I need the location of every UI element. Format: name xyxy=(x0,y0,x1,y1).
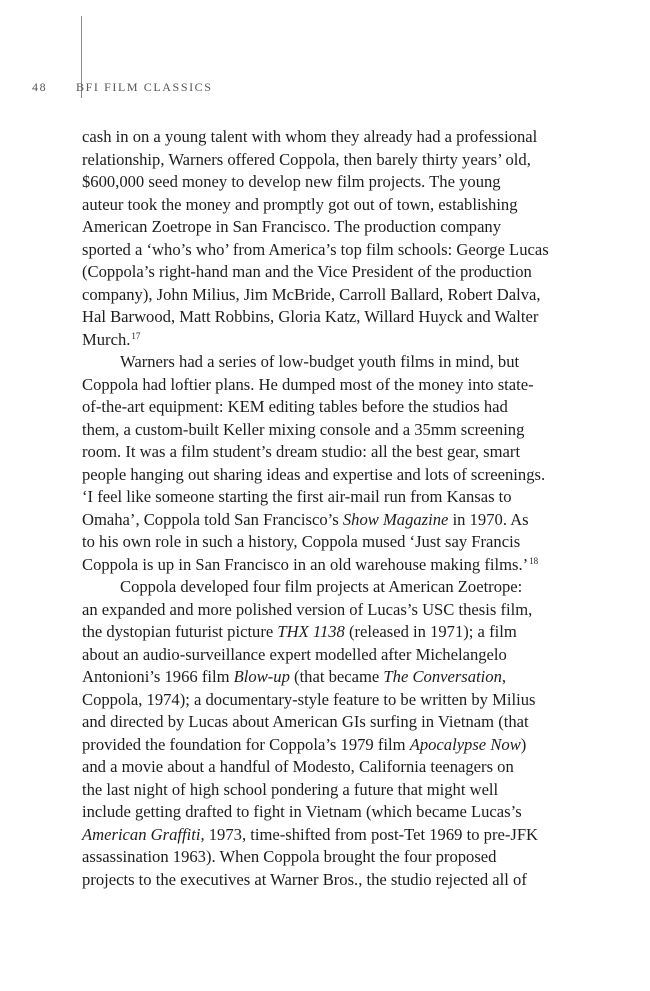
text-run: the dystopian futurist picture xyxy=(82,622,278,641)
text-run: $600,000 seed money to develop new film projects. The young xyxy=(82,172,501,191)
text-line xyxy=(82,531,582,554)
text-line xyxy=(82,261,582,284)
text-line xyxy=(82,734,582,757)
text-run: (that became xyxy=(289,667,384,686)
series-title: BFI FILM CLASSICS xyxy=(76,80,213,94)
running-head xyxy=(32,80,213,95)
text-line xyxy=(82,869,582,892)
text-run: about an audio-surveillance expert modelled after Michelangelo xyxy=(82,644,507,664)
italic-title: THX 1138 xyxy=(277,622,345,641)
text-line xyxy=(82,396,582,419)
text-line xyxy=(82,464,582,487)
text-run: them, a custom-built Keller mixing console and a 35mm screening xyxy=(82,419,525,439)
text-run: Omaha’, Coppola told San Francisco’s xyxy=(82,509,343,529)
text-line xyxy=(82,509,582,532)
text-line xyxy=(82,644,582,667)
text-line xyxy=(82,126,582,149)
text-line xyxy=(82,374,582,397)
text-run: in 1970. As xyxy=(448,509,529,529)
text-run: people hanging out sharing ideas and expertise and lots of screenings. xyxy=(82,464,546,484)
italic-title: Show Magazine xyxy=(342,509,449,529)
text-run: sported a ‘who’s who’ from America’s top film schools: George Lucas xyxy=(82,239,549,259)
text-run: company), John Milius, Jim McBride, Carroll Ballard, Robert Dalva, xyxy=(82,284,541,304)
text-line xyxy=(82,711,582,734)
text-line xyxy=(82,329,582,352)
text-line xyxy=(82,666,582,689)
text-line xyxy=(82,486,582,509)
text-line xyxy=(82,194,582,217)
text-line xyxy=(82,689,582,712)
text-line xyxy=(82,621,582,644)
text-line xyxy=(82,284,582,307)
text-run: Hal Barwood, Matt Robbins, Gloria Katz, Willard Huyck and Walter xyxy=(82,307,539,326)
text-line xyxy=(82,846,582,869)
italic-title: Blow-up xyxy=(233,667,290,686)
text-line xyxy=(82,576,582,599)
text-run: Coppola had loftier plans. He dumped most of the money into state- xyxy=(82,374,534,394)
text-run: ) xyxy=(520,734,527,754)
text-run: include getting drafted to fight in Vietnam (which became Lucas’s xyxy=(82,802,522,821)
text-run: auteur took the money and promptly got out of town, establishing xyxy=(82,194,518,214)
page-number: 48 xyxy=(32,80,48,94)
text-run: ‘I feel like someone starting the first air-mail run from Kansas to xyxy=(82,487,512,506)
text-run: an expanded and more polished version of Lucas’s USC thesis film, xyxy=(82,599,533,619)
italic-title: Apocalypse Now xyxy=(409,734,521,754)
text-run: assassination 1963). When Coppola brought the four proposed xyxy=(82,847,497,866)
text-run: cash in on a young talent with whom they already had a professional xyxy=(82,127,538,146)
text-line xyxy=(82,554,582,577)
text-run: Coppola, 1974); a documentary-style feature to be written by Milius xyxy=(82,689,536,709)
text-run: to his own role in such a history, Coppola mused ‘Just say Francis xyxy=(82,532,521,551)
text-run: projects to the executives at Warner Bros., the studio rejected all of xyxy=(82,869,527,889)
footnote-ref: 17 xyxy=(131,330,141,341)
text-run: Warners had a series of low-budget youth films in mind, but xyxy=(120,352,520,371)
text-line xyxy=(82,306,582,329)
text-line xyxy=(82,441,582,464)
italic-title: The Conversation xyxy=(383,667,502,686)
text-run: Murch. xyxy=(82,329,131,349)
text-line xyxy=(82,779,582,802)
body-text xyxy=(82,126,582,891)
text-line xyxy=(82,801,582,824)
text-run: , 1973, time-shifted from post-Tet 1969 to pre-JFK xyxy=(200,824,539,844)
text-line xyxy=(82,824,582,847)
italic-title: American Graffiti xyxy=(82,824,201,844)
text-line xyxy=(82,599,582,622)
text-run: American Zoetrope in San Francisco. The production company xyxy=(82,217,502,236)
text-line xyxy=(82,216,582,239)
text-line xyxy=(82,239,582,262)
text-run: (Coppola’s right-hand man and the Vice President of the production xyxy=(82,262,532,281)
text-run: and directed by Lucas about American GIs surfing in Vietnam (that xyxy=(82,712,529,731)
text-run: Coppola is up in San Francisco in an old warehouse making films.’ xyxy=(82,554,529,574)
text-run: provided the foundation for Coppola’s 1979 film xyxy=(82,734,410,754)
text-line xyxy=(82,351,582,374)
text-run: the last night of high school pondering a future that might well xyxy=(82,779,499,799)
text-run: room. It was a film student’s dream studio: all the best gear, smart xyxy=(82,442,521,461)
text-run: (released in 1971); a film xyxy=(344,622,517,641)
text-line xyxy=(82,171,582,194)
text-line xyxy=(82,756,582,779)
footnote-ref: 18 xyxy=(529,555,539,566)
text-run: of-the-art equipment: KEM editing tables before the studios had xyxy=(82,397,508,416)
text-run: , xyxy=(501,667,507,686)
text-run: Antonioni’s 1966 film xyxy=(82,667,234,686)
text-run: and a movie about a handful of Modesto, California teenagers on xyxy=(82,757,514,776)
text-line xyxy=(82,419,582,442)
text-run: relationship, Warners offered Coppola, then barely thirty years’ old, xyxy=(82,149,531,169)
text-line xyxy=(82,149,582,172)
text-run: Coppola developed four film projects at American Zoetrope: xyxy=(120,577,523,596)
